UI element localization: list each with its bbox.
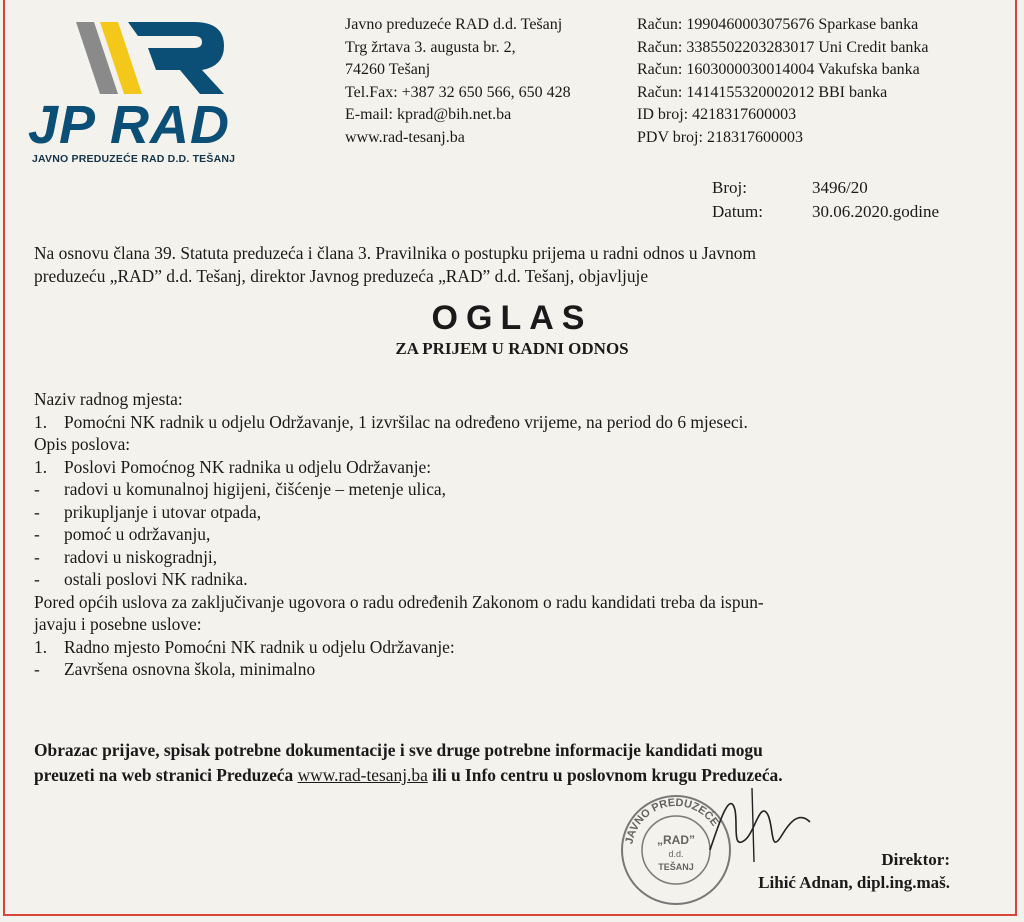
duty-item: - prikupljanje i utovar otpada, xyxy=(34,501,262,522)
conditions-number: 1. xyxy=(34,636,48,657)
company-email: E-mail: kprad@bih.net.ba xyxy=(345,106,512,123)
bank-line: Račun: 1603000030014004 Vakufska banka xyxy=(637,61,920,78)
company-contact xyxy=(345,14,571,149)
ad-title: OGLAS xyxy=(431,299,593,337)
logo-mark-icon xyxy=(76,22,226,94)
svg-text:d.d.: d.d. xyxy=(668,849,684,859)
position-item xyxy=(34,411,994,434)
note-line-2: preuzeti na web stranici Preduzeća www.rad-tesanj.ba ili u Info centru u poslovnom krugu Preduzeća. xyxy=(34,765,783,785)
duties-number: 1. xyxy=(34,456,48,477)
logo-subtitle: JAVNO PREDUZEĆE RAD D.D. TEŠANJ xyxy=(32,153,236,165)
duty-item: - pomoć u održavanju, xyxy=(34,524,211,544)
position-text: Pomoćni NK radnik u odjelu Održavanje, 1 izvršilac na određeno vrijeme, na period do 6 mjeseci. xyxy=(64,411,748,432)
conditions-line: javaju i posebne uslove: xyxy=(34,614,202,634)
conditions-title-text: Radno mjesto Pomoćni NK radnik u odjelu Održavanje: xyxy=(64,636,455,657)
condition-item: - Završena osnovna škola, minimalno xyxy=(34,659,316,679)
company-line: Javno preduzeće RAD d.d. Tešanj xyxy=(345,16,563,33)
svg-text:TEŠANJ: TEŠANJ xyxy=(658,862,694,872)
application-note xyxy=(34,738,994,788)
signature-role: Direktor: xyxy=(881,850,950,869)
ad-body xyxy=(34,388,994,681)
id-number: ID broj: 4218317600003 xyxy=(637,106,797,123)
ref-number-value: 3496/20 xyxy=(812,178,868,197)
position-number: 1. xyxy=(34,411,48,432)
bank-line: Račun: 1990460003075676 Sparkase banka xyxy=(637,16,919,33)
duties-title-text: Poslovi Pomoćnog NK radnika u odjelu Održavanje: xyxy=(64,456,432,477)
duties-heading: Opis poslova: xyxy=(34,434,131,454)
svg-text:„RAD”: „RAD” xyxy=(657,833,695,847)
ref-date-label: Datum: xyxy=(712,202,763,221)
company-website: www.rad-tesanj.ba xyxy=(345,128,465,146)
duty-item: - radovi u niskogradnji, xyxy=(34,546,218,567)
company-logo xyxy=(28,14,258,165)
intro-paragraph xyxy=(34,242,994,287)
bank-line: Račun: 1414155320002012 BBI banka xyxy=(637,83,888,101)
company-line: Trg žrtava 3. augusta br. 2, xyxy=(345,38,516,56)
signature-block xyxy=(700,848,950,894)
bank-accounts xyxy=(637,14,929,149)
logo-text: JP RAD xyxy=(28,95,231,155)
ad-subtitle: ZA PRIJEM U RADNI ODNOS xyxy=(395,339,629,358)
bank-line: Račun: 3385502203283017 Uni Credit banka xyxy=(637,38,929,56)
duty-item: - radovi u komunalnoj higijeni, čišćenje – metenje ulica, xyxy=(34,479,446,499)
conditions-line: Pored općih uslova za zaključivanje ugovora o radu određenih Zakonom o radu kandidati treba da ispun- xyxy=(34,591,764,612)
conditions-title xyxy=(34,636,994,659)
intro-line: Na osnovu člana 39. Statuta preduzeća i člana 3. Pravilnika o postupku prijema u radni odnos u Javnom xyxy=(34,243,757,263)
website-link[interactable]: www.rad-tesanj.ba xyxy=(297,765,428,785)
document-reference xyxy=(712,176,939,224)
note-line-1: Obrazac prijave, spisak potrebne dokumentacije i sve druge potrebne informacije kandidati mogu xyxy=(34,740,763,760)
company-line: Tel.Fax: +387 32 650 566, 650 428 xyxy=(345,83,571,101)
ref-date-value: 30.06.2020.godine xyxy=(812,202,940,221)
intro-line: preduzeću „RAD” d.d. Tešanj, direktor Javnog preduzeća „RAD” d.d. Tešanj, objavljuje xyxy=(34,265,649,286)
duties-title xyxy=(34,456,994,479)
vat-number: PDV broj: 218317600003 xyxy=(637,128,803,146)
signature-name: Lihić Adnan, dipl.ing.maš. xyxy=(758,873,950,892)
company-line: 74260 Tešanj xyxy=(345,61,431,78)
duty-item: - ostali poslovi NK radnika. xyxy=(34,569,248,589)
svg-text:JAVNO PREDUZEĆE: JAVNO PREDUZEĆE xyxy=(623,796,721,846)
ref-number-label: Broj: xyxy=(712,178,747,197)
position-heading: Naziv radnog mjesta: xyxy=(34,389,183,409)
